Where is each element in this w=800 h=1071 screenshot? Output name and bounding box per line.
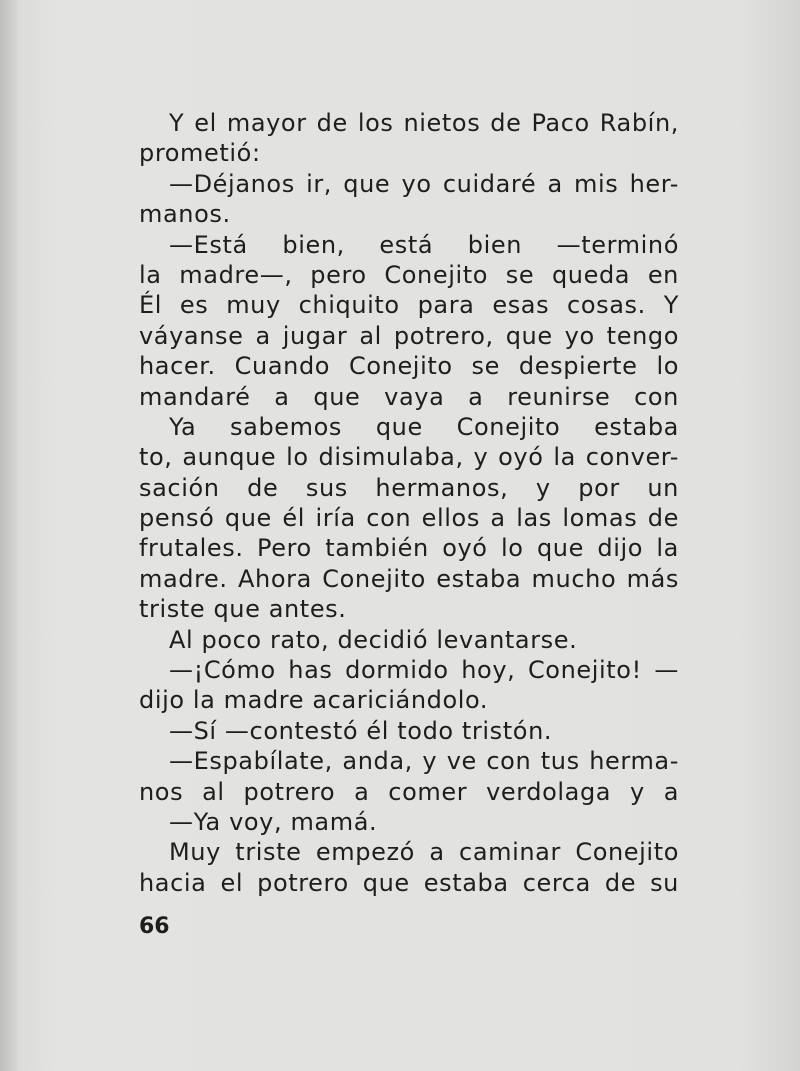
- text-line: Y el mayor de los nietos de Paco Rabín,: [169, 109, 679, 137]
- text-line: hacia el potrero que estaba cerca de su: [139, 868, 679, 897]
- text-line: Al poco rato, decidió levantarse.: [169, 625, 578, 654]
- text-line: nos al potrero a comer verdolaga y a: [139, 777, 679, 806]
- text-line: sación de sus hermanos, y por un: [139, 473, 679, 502]
- text-line: Ya sabemos que Conejito estaba: [169, 412, 679, 441]
- text-line: manos.: [139, 200, 231, 229]
- page-number: 66: [139, 914, 170, 939]
- body-text: [139, 108, 679, 898]
- text-line: to, aunque lo disimulaba, y oyó la conver-: [139, 443, 679, 472]
- text-line: la madre—, pero Conejito se queda en: [139, 260, 679, 289]
- text-line: hacer. Cuando Conejito se despierte lo: [139, 352, 679, 381]
- text-line: dijo la madre acariciándolo.: [139, 686, 489, 715]
- text-line: —Déjanos ir, que yo cuidaré a mis her-: [169, 169, 679, 198]
- text-line: Él es muy chiquito para esas cosas. Y: [139, 291, 679, 320]
- text-line: —Ya voy, mamá.: [169, 807, 378, 836]
- text-line: pensó que él iría con ellos a las lomas de: [139, 504, 679, 533]
- text-line: prometió:: [139, 139, 261, 168]
- text-line: frutales. Pero también oyó lo que dijo la: [139, 534, 679, 563]
- page-binding-edge: [0, 0, 18, 1071]
- text-line: —Sí —contestó él todo tristón.: [169, 716, 553, 745]
- text-line: mandaré a que vaya a reunirse con: [139, 382, 679, 411]
- text-line: triste que antes.: [139, 595, 347, 624]
- text-line: madre. Ahora Conejito estaba mucho más: [139, 564, 679, 593]
- text-line: —Espabílate, anda, y ve con tus herma-: [169, 747, 679, 776]
- text-line: —¡Cómo has dormido hoy, Conejito! —: [169, 656, 679, 685]
- text-line: —Está bien, está bien —terminó: [169, 230, 679, 259]
- text-line: Muy triste empezó a caminar Conejito: [169, 838, 679, 867]
- text-line: váyanse a jugar al potrero, que yo tengo: [139, 321, 679, 350]
